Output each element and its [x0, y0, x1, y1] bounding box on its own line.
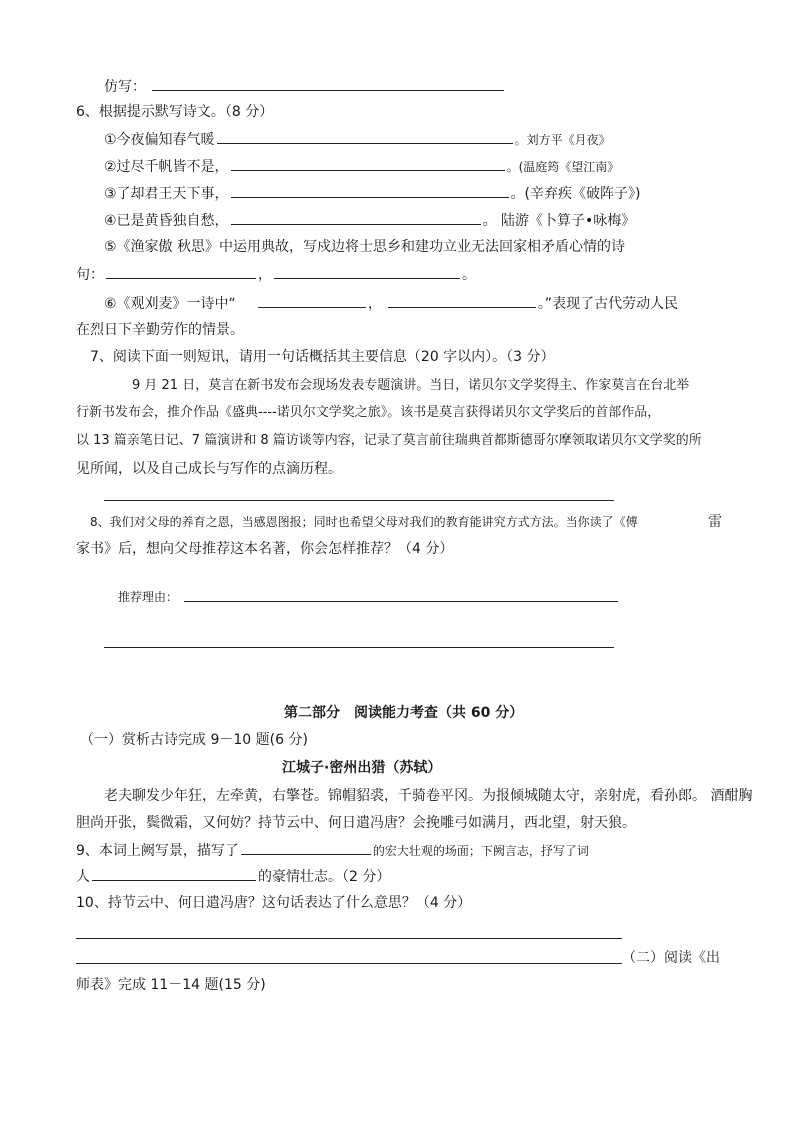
q6-item-4-blank[interactable] [231, 210, 481, 225]
q7-answer-line[interactable] [104, 500, 614, 501]
q6-item-6-blank-2[interactable] [388, 293, 536, 308]
q6-item-3 [104, 183, 641, 204]
imitation-label: 仿写： [104, 79, 146, 95]
q6-item-4-prefix: ④已是黄昏独自愁， [104, 213, 229, 229]
q6-item-5-blank-1[interactable] [106, 264, 256, 279]
q9-blank-2[interactable] [92, 866, 256, 881]
q6-item-2-prefix: ②过尽千帆皆不是， [104, 159, 229, 175]
q7-paragraph-line-2: 行新书发布会，推介作品《盛典----诺贝尔文学奖之旅》。该书是莫言获得诺贝尔文学奖后的首部作品， [76, 405, 661, 420]
q9-mid: 的宏大壮观的场面；下阙言志，抒写了词 [372, 844, 589, 858]
q8-line-1-end: 雷 [708, 514, 722, 530]
q8-reason-line[interactable] [184, 601, 618, 602]
q6-item-4 [104, 210, 635, 231]
q6-item-3-blank[interactable] [231, 183, 509, 198]
q6-item-6-prefix: ⑥《观刈麦》一诗中“ [104, 296, 236, 312]
q6-item-1-prefix: ①今夜偏知春气暖 [104, 132, 215, 148]
q6-item-6 [104, 293, 678, 314]
q6-item-5-blank-2[interactable] [274, 264, 460, 279]
poem-line-1: 老夫聊发少年狂，左牵黄，右擎苍。锦帽貂裘，千骑卷平冈。为报倾城随太守，亲射虎，看孙郎。 酒酣胸 [104, 788, 753, 804]
q9-blank-1[interactable] [241, 840, 371, 855]
q9-line-2 [76, 866, 390, 887]
q6-item-3-prefix: ③了却君王天下事， [104, 186, 229, 202]
part2-section-1: （一）赏析古诗完成 9－10 题(6 分) [80, 732, 308, 748]
q7-paragraph-line-1: 9 月 21 日，莫言在新书发布会现场发表专题演讲。当日，诺贝尔文学奖得主、作家莫言在台北举 [132, 378, 690, 393]
q6-item-1 [104, 129, 611, 150]
part2-section-2-tail: （二）阅读《出 [622, 950, 720, 966]
q6-item-1-blank[interactable] [217, 129, 513, 144]
q6-item-4-source: 。 陆游《卜算子•咏梅》 [482, 213, 636, 229]
q6-item-1-source: 。刘方平《月夜》 [514, 133, 611, 147]
q10-answer-line-1[interactable] [76, 938, 622, 939]
q9-prefix: 9、本词上阙写景，描写了 [76, 843, 239, 859]
q6-item-3-source: 。(辛弃疾《破阵子》) [510, 186, 641, 202]
q10-answer-line-2[interactable] [76, 963, 622, 964]
q10-title: 10、持节云中、何日遣冯唐？这句话表达了什么意思？（4 分） [76, 895, 472, 911]
q8-answer-line-2[interactable] [104, 647, 614, 648]
q6-item-6-comma: ， [367, 296, 382, 312]
q6-item-5-comma: ， [258, 267, 272, 283]
poem-line-2: 胆尚开张，鬓微霜，又何妨？持节云中、何日遣冯唐？会挽雕弓如满月，西北望，射天狼。 [76, 815, 636, 831]
q6-item-2 [104, 156, 619, 177]
q9-line2-suffix: 的豪情壮志。（2 分） [258, 869, 391, 885]
q8-reason-label: 推荐理由： [118, 590, 179, 604]
q7-title: 7、阅读下面一则短讯，请用一句话概括其主要信息（20 字以内）。（3 分） [90, 349, 555, 365]
q9-line-1 [76, 840, 589, 861]
q6-title: 6、根据提示默写诗文。（8 分） [76, 104, 274, 120]
q6-item-5-answer [76, 264, 476, 285]
q6-item-5-end: 。 [462, 267, 476, 283]
q6-item-6-blank-1[interactable] [258, 293, 366, 308]
q8-line-1: 8、我们对父母的养育之恩，当感恩图报；同时也希望父母对我们的教育能讲究方式方法。当你读了《傅 [90, 515, 638, 529]
q7-paragraph-line-4: 见所闻，以及自己成长与写作的点滴历程。 [76, 461, 342, 477]
q6-item-5-lead: 句： [76, 267, 104, 283]
q8-line-2: 家书》后，想向父母推荐这本名著，你会怎样推荐？（4 分） [76, 541, 454, 557]
imitation-blank[interactable] [152, 76, 504, 91]
q6-item-6-line2: 在烈日下辛勤劳作的情景。 [76, 322, 244, 338]
q7-paragraph-line-3: 以 13 篇亲笔日记、7 篇演讲和 8 篇访谈等内容，记录了莫言前往瑞典首都斯德哥尔摩领取诺贝尔文学奖的所 [76, 433, 702, 448]
q9-line2-prefix: 人 [76, 869, 90, 885]
q6-item-5: ⑤《渔家傲 秋思》中运用典故，写戍边将士思乡和建功立业无法回家相矛盾心情的诗 [104, 239, 625, 255]
part2-title: 第二部分 阅读能力考查（共 60 分） [284, 705, 524, 721]
q6-item-6-suffix: 。”表现了古代劳动人民 [537, 296, 679, 312]
imitation-line [104, 76, 506, 97]
part2-section-2-line-2: 师表》完成 11－14 题(15 分) [76, 977, 266, 993]
poem-title: 江城子·密州出猎（苏轼） [282, 760, 442, 776]
q6-item-2-source: 。(温庭筠《望江南》 [506, 160, 620, 174]
q6-item-2-blank[interactable] [231, 156, 505, 171]
